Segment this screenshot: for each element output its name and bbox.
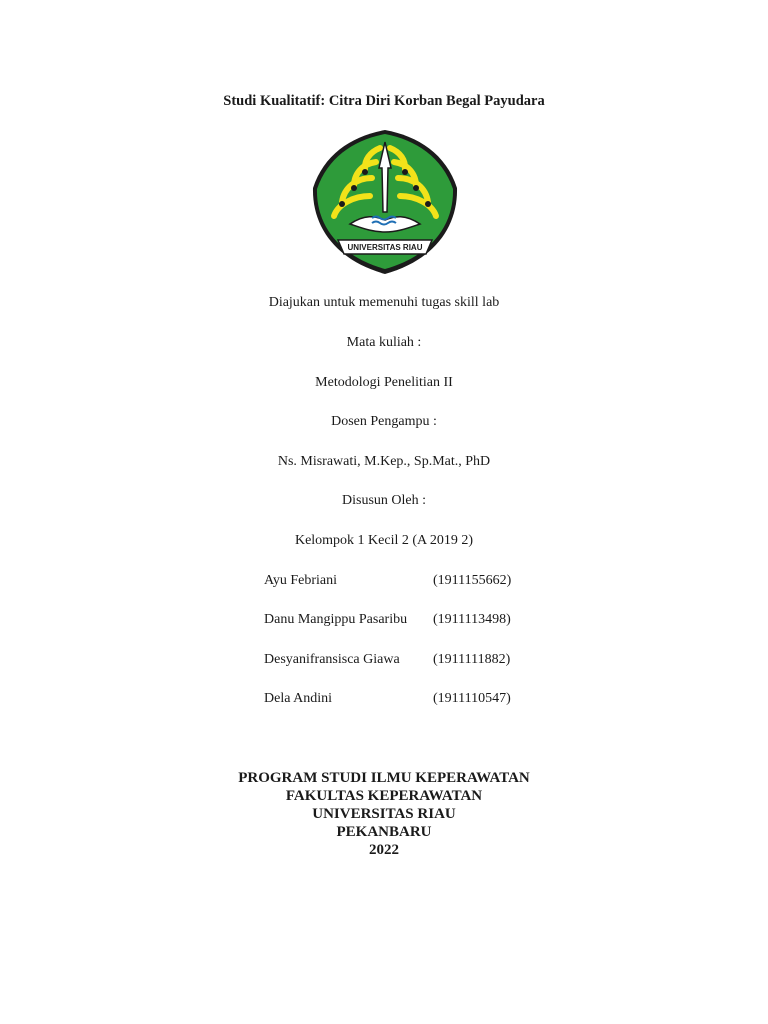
course-name: Metodologi Penelitian II [315,375,453,390]
course-label: Mata kuliah : [346,335,422,350]
member-id: (1911111882) [433,652,511,667]
member-name: Dela Andini [264,691,333,706]
study-program: PROGRAM STUDI ILMU KEPERAWATAN [238,770,530,786]
lecturer-label: Dosen Pengampu : [331,414,437,429]
member-name: Danu Mangippu Pasaribu [264,612,408,627]
university-name: UNIVERSITAS RIAU [312,806,456,822]
lecturer-name: Ns. Misrawati, M.Kep., Sp.Mat., PhD [277,454,491,469]
member-name: Desyanifransisca Giawa [264,652,400,667]
year: 2022 [369,842,399,858]
group-name: Kelompok 1 Kecil 2 (A 2019 2) [294,533,474,548]
member-id: (1911110547) [433,691,511,706]
member-id: (1911113498) [433,612,511,627]
member-name: Ayu Febriani [264,573,337,588]
member-id: (1911155662) [433,573,512,588]
author-label: Disusun Oleh : [342,493,426,508]
document-title: Studi Kualitatif: Citra Diri Korban Begal Payudara [223,93,545,109]
institution-footer [0,769,768,859]
universitas-riau-seal-icon [310,128,460,276]
city-name: PEKANBARU [336,824,432,840]
faculty-name: FAKULTAS KEPERAWATAN [285,788,483,804]
submission-purpose: Diajukan untuk memenuhi tugas skill lab [268,295,500,310]
svg-text:UNIVERSITAS RIAU: UNIVERSITAS RIAU [347,243,423,252]
